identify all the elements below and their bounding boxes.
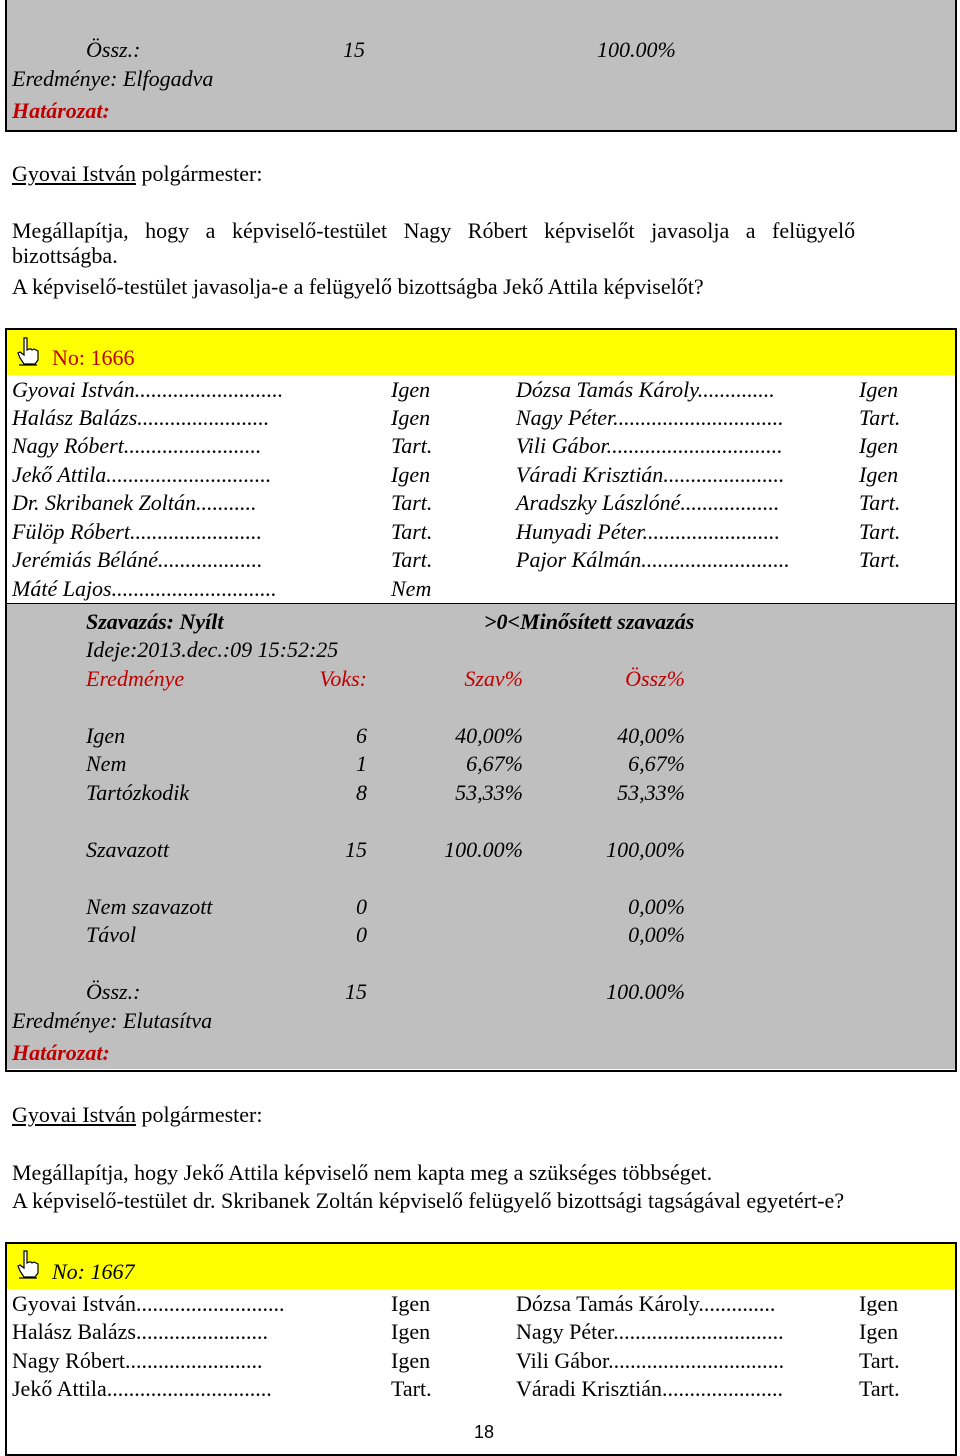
header-eredmenye: Eredménye xyxy=(86,666,185,691)
vote-value: Igen xyxy=(391,1348,431,1373)
vote-row-right: Dózsa Tamás Károly.............. xyxy=(516,377,775,402)
result-label: Igen xyxy=(86,723,126,748)
speech1-line2: bizottságba. xyxy=(12,243,118,268)
vote-row-left: Halász Balázs........................ xyxy=(12,1319,268,1344)
szavazott-szav: 100.00% xyxy=(444,837,523,862)
vote-value: Tart. xyxy=(391,1376,432,1401)
vote-value: Igen xyxy=(859,1291,899,1316)
vote-1666-header-band xyxy=(7,330,955,375)
qualified-majority: >0<Minősített szavazás xyxy=(484,609,695,634)
vote-row-left: Gyovai István........................... xyxy=(12,1291,285,1316)
szavazott-ossz: 100,00% xyxy=(606,837,685,862)
vote-value: Igen xyxy=(391,462,431,487)
vote-row-left: Gyovai István........................... xyxy=(12,377,284,402)
vote-row-left: Nagy Róbert......................... xyxy=(12,1348,263,1373)
prev-ossz-pct: 100.00% xyxy=(597,37,676,62)
vote-row-right: Váradi Krisztián...................... xyxy=(516,462,785,487)
vote-row-left: Máté Lajos.............................. xyxy=(12,576,277,601)
vote-row-left: Halász Balázs........................ xyxy=(12,405,270,430)
result-szav: 40,00% xyxy=(455,723,523,748)
vote-value: Tart. xyxy=(859,490,901,515)
result-ossz: 6,67% xyxy=(628,751,685,776)
result-szav: 53,33% xyxy=(455,780,523,805)
vote-row-right: Nagy Péter............................... xyxy=(516,405,784,430)
vote-value: Igen xyxy=(391,377,431,402)
vote-value: Tart. xyxy=(859,547,901,572)
vote-row-right: Hunyadi Péter......................... xyxy=(516,519,780,544)
vote-row-right: Nagy Péter............................... xyxy=(516,1319,784,1344)
vote-value: Igen xyxy=(391,1291,431,1316)
vote-1666-result: Eredménye: Elutasítva xyxy=(12,1008,213,1033)
nem-szavazott-ossz: 0,00% xyxy=(628,894,685,919)
tavol-label: Távol xyxy=(86,922,137,947)
vote-value: Igen xyxy=(859,1319,899,1344)
speaker-name: Gyovai István xyxy=(12,161,137,186)
vote-value: Tart. xyxy=(391,519,433,544)
vote-row-right: Vili Gábor................................ xyxy=(516,1348,785,1373)
voting-type: Szavazás: Nyílt xyxy=(86,609,224,634)
vote-value: Tart. xyxy=(859,405,901,430)
vote-1667-header-band xyxy=(7,1244,955,1289)
speech2-line2: A képviselő-testület dr. Skribanek Zoltán képviselő felügyelő bizottsági tagságával egyetért-e? xyxy=(12,1188,845,1213)
vote-row-left: Nagy Róbert......................... xyxy=(12,433,262,458)
vote-1667-number: No: 1667 xyxy=(52,1259,135,1284)
vote-value: Igen xyxy=(859,377,899,402)
speech1-line1: Megállapítja, hogy a képviselő-testület Nagy Róbert képviselőt javasolja a felügyelő xyxy=(12,218,856,243)
vote-row-left: Dr. Skribanek Zoltán........... xyxy=(12,490,257,515)
vote-value: Igen xyxy=(859,433,899,458)
szavazott-voks: 15 xyxy=(345,837,367,862)
nem-szavazott-label: Nem szavazott xyxy=(86,894,213,919)
result-label: Tartózkodik xyxy=(86,780,190,805)
vote-value: Tart. xyxy=(391,547,433,572)
vote-row-left: Jekő Attila.............................. xyxy=(12,462,272,487)
result-szav: 6,67% xyxy=(466,751,523,776)
prev-hatarozat: Határozat: xyxy=(12,98,110,123)
speech2-heading xyxy=(12,1102,263,1128)
header-voks: Voks: xyxy=(319,666,367,691)
vote-value: Nem xyxy=(391,576,432,601)
prev-ossz-count: 15 xyxy=(343,37,365,62)
vote-value: Tart. xyxy=(859,1376,900,1401)
vote-row-left: Jekő Attila.............................. xyxy=(12,1376,272,1401)
ossz-pct: 100.00% xyxy=(606,979,685,1004)
tavol-ossz: 0,00% xyxy=(628,922,685,947)
vote-row-left: Fülöp Róbert........................ xyxy=(12,519,262,544)
result-voks: 6 xyxy=(356,723,367,748)
result-voks: 1 xyxy=(356,751,367,776)
speaker-role: polgármester: xyxy=(136,161,263,186)
page-number: 18 xyxy=(470,1419,498,1445)
vote-value: Tart. xyxy=(859,1348,900,1373)
vote-value: Igen xyxy=(391,405,431,430)
vote-row-right: Aradszky Lászlóné.................. xyxy=(516,490,780,515)
result-ossz: 53,33% xyxy=(617,780,685,805)
vote-value: Tart. xyxy=(391,490,433,515)
speaker-role: polgármester: xyxy=(136,1102,263,1127)
speech1-line3: A képviselő-testület javasolja-e a felügyelő bizottságba Jekő Attila képviselőt? xyxy=(12,274,704,299)
hand-pointing-icon xyxy=(15,1249,41,1279)
hand-pointing-icon xyxy=(15,336,41,366)
vote-row-right: Váradi Krisztián...................... xyxy=(516,1376,783,1401)
vote-value: Igen xyxy=(391,1319,431,1344)
result-label: Nem xyxy=(86,751,127,776)
result-ossz: 40,00% xyxy=(617,723,685,748)
vote-value: Tart. xyxy=(391,433,433,458)
vote-row-right: Vili Gábor................................ xyxy=(516,433,783,458)
vote-row-right: Pajor Kálmán........................... xyxy=(516,547,790,572)
prev-ossz-label: Össz.: xyxy=(86,37,141,62)
header-szav: Szav% xyxy=(464,666,523,691)
speech1-heading xyxy=(12,161,263,187)
vote-time: Ideje:2013.dec.:09 15:52:25 xyxy=(86,637,339,662)
vote-row-left: Jerémiás Béláné................... xyxy=(12,547,263,572)
nem-szavazott-voks: 0 xyxy=(356,894,367,919)
header-ossz: Össz% xyxy=(625,666,685,691)
speaker-name: Gyovai István xyxy=(12,1102,137,1127)
szavazott-label: Szavazott xyxy=(86,837,170,862)
result-voks: 8 xyxy=(356,780,367,805)
tavol-voks: 0 xyxy=(356,922,367,947)
ossz-label: Össz.: xyxy=(86,979,141,1004)
vote-row-right: Dózsa Tamás Károly.............. xyxy=(516,1291,776,1316)
vote-1666-hatarozat: Határozat: xyxy=(12,1040,110,1065)
vote-1666-number: No: 1666 xyxy=(52,345,135,370)
speech2-line1: Megállapítja, hogy Jekő Attila képviselő nem kapta meg a szükséges többséget. xyxy=(12,1160,713,1185)
prev-result: Eredménye: Elfogadva xyxy=(12,66,214,91)
vote-value: Tart. xyxy=(859,519,901,544)
vote-value: Igen xyxy=(859,462,899,487)
ossz-voks: 15 xyxy=(345,979,367,1004)
